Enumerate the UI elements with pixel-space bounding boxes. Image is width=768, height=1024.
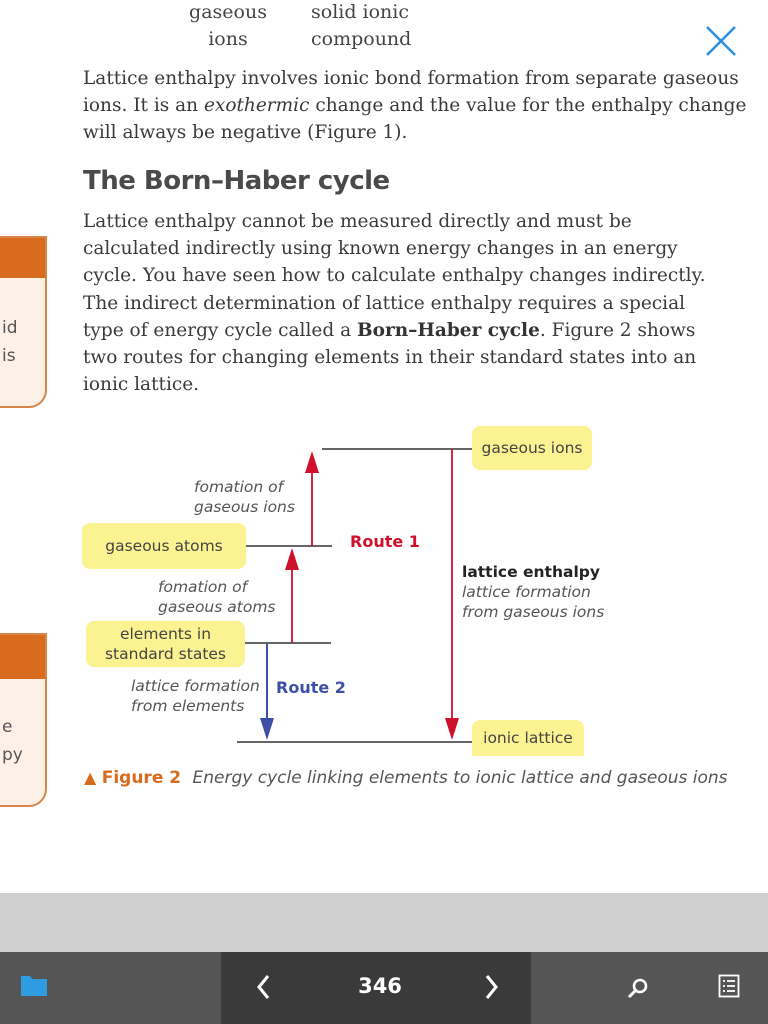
route-1-label: Route 1 [350,532,420,551]
label-lattice-enthalpy: lattice enthalpy lattice formation from gaseous ions [462,563,605,621]
side-note-text: e py [2,717,23,765]
chevron-right-icon[interactable] [481,973,501,1001]
page-gap [0,893,768,952]
box-gaseous-atoms: gaseous atoms [82,523,246,569]
equation-left-label: gaseous ions [189,1,267,50]
equation-right-label: solid ionic compound [311,1,412,50]
caption-text: Energy cycle linking elements to ionic lattice and gaseous ions [192,768,728,788]
caption-triangle-icon: ▲ [84,768,97,787]
chevron-left-icon[interactable] [254,973,274,1001]
route2-arrowhead [260,718,274,740]
label-formation-gaseous-atoms: fomation of gaseous atoms [158,578,276,616]
section-heading: The Born–Haber cycle [83,166,390,196]
intro-paragraph: Lattice enthalpy involves ionic bond formation from separate gaseous ions. It is an exothermic change and the value for the enthalpy change will always be negative (Figure 1). [83,68,747,144]
box-elements-standard-states: elements in standard states [86,621,245,667]
route1-arrowhead-atoms [285,548,299,570]
caption-figure-label: Figure 2 [101,768,182,788]
route1-arrowhead-lattice [445,718,459,740]
page-number[interactable]: 346 [358,974,402,998]
search-icon[interactable] [625,975,651,1001]
folder-icon[interactable] [20,973,48,997]
route1-arrowhead-ions [305,451,319,473]
figure-caption [84,768,728,788]
side-note-text: id is [2,318,18,366]
label-formation-gaseous-ions: fomation of gaseous ions [194,478,295,516]
box-ionic-lattice: ionic lattice [472,720,584,756]
box-gaseous-ions: gaseous ions [472,426,592,470]
contents-icon[interactable] [718,974,740,998]
route-2-label: Route 2 [276,678,346,697]
label-lattice-formation-elements: lattice formation from elements [131,677,260,715]
section-paragraph: Lattice enthalpy cannot be measured directly and must be calculated indirectly using known energy changes in an energy cycle. You have seen how to calculate enthalpy changes indirectly. The indirect determination of lattice enthalpy requires a special type of energy cycle called a Born–Haber cycle. Figure 2 shows two routes for changing elements in their standard states into an ionic lattice. [83,211,706,396]
